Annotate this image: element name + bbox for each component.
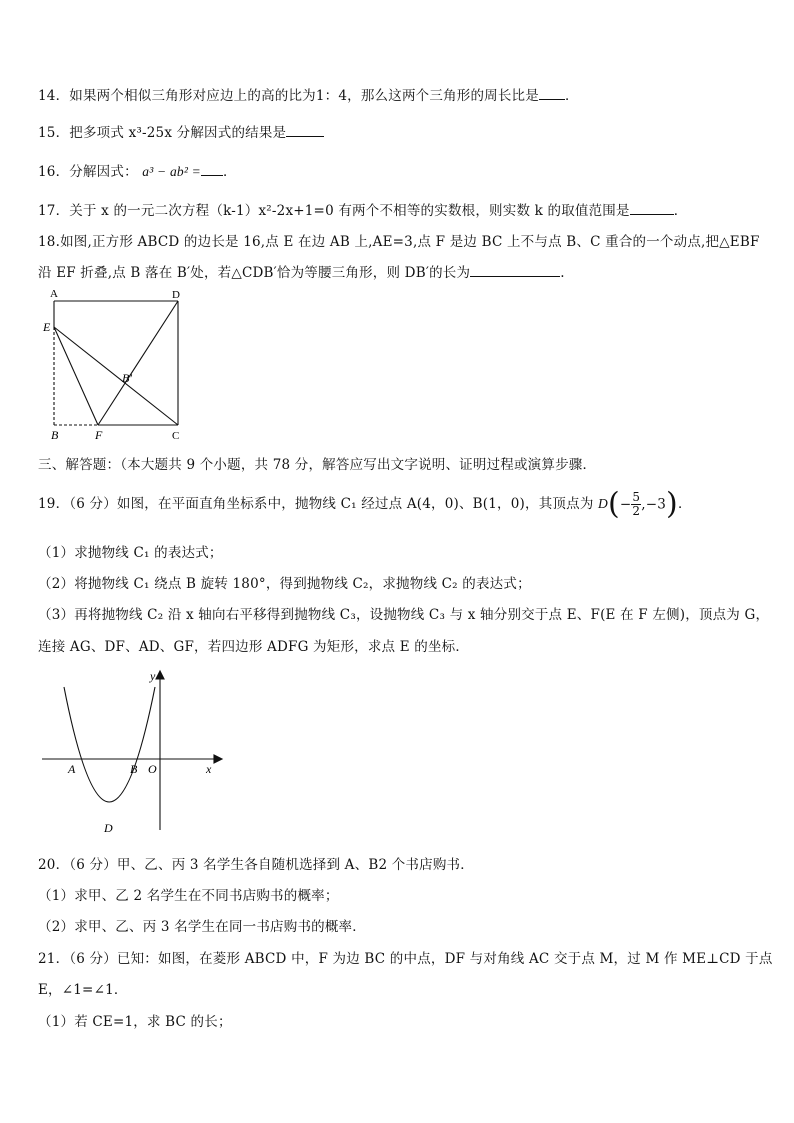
question-19-part-2: （2）将抛物线 C₁ 绕点 B 旋转 180°，得到抛物线 C₂，求抛物线 C₂ 的表达式；: [38, 576, 531, 592]
parabola-figure: [38, 665, 228, 837]
question-19-part-1: （1）求抛物线 C₁ 的表达式；: [38, 545, 223, 561]
answer-blank: [539, 87, 565, 100]
question-18-line-2: 沿 EF 折叠,点 B 落在 B′处，若△CDB′恰为等腰三角形，则 DB′的长为 .: [38, 265, 565, 281]
question-20-stem: 20．（6 分）甲、乙、丙 3 名学生各自随机选择到 A、B2 个书店购书．: [38, 857, 474, 873]
question-16: 16．分解因式： a³ − ab² = ．: [38, 164, 237, 180]
label-c: C: [172, 430, 180, 442]
question-14: 14．如果两个相似三角形对应边上的高的比为1：4，那么这两个三角形的周长比是 ．: [38, 88, 579, 104]
question-21-part-1: （1）若 CE=1，求 BC 的长；: [38, 1014, 232, 1030]
question-16-text: 16．分解因式：: [38, 164, 138, 180]
line-fd: [98, 301, 178, 425]
question-14-text: 14．如果两个相似三角形对应边上的高的比为1：4，那么这两个三角形的周长比是: [38, 88, 539, 104]
label-d: D: [172, 289, 180, 301]
section-3-heading: 三、解答题：（本大题共 9 个小题，共 78 分，解答应写出文字说明、证明过程或演算步骤．: [38, 457, 597, 473]
answer-blank: [286, 124, 324, 137]
question-19-stem: 19．（6 分）如图，在平面直角坐标系中，抛物线 C₁ 经过点 A(4，0)、B(1，0)，其顶点为 D(− $\frac{5}{2}$ ,−3)．: [38, 486, 692, 522]
question-17: 17．关于 x 的一元二次方程（k-1）x²-2x+1=0 有两个不相等的实数根，则实数 k 的取值范围是 ．: [38, 203, 688, 219]
label-f: F: [95, 428, 103, 442]
y-axis-arrow: [156, 671, 164, 679]
label-o: O: [148, 762, 157, 776]
label-b-prime: B′: [122, 371, 132, 385]
label-y: y: [150, 669, 156, 683]
question-21-line-1: 21．（6 分）已知：如图，在菱形 ABCD 中，F 为边 BC 的中点，DF 与对角线 AC 交于点 M，过 M 作 ME⊥CD 于点: [38, 951, 773, 967]
label-e: E: [43, 320, 51, 334]
question-20-part-2: （2）求甲、乙、丙 3 名学生在同一书店购书的概率．: [38, 919, 366, 935]
parabola-c1: [64, 687, 155, 802]
question-20-part-1: （1）求甲、乙 2 名学生在不同书店购书的概率；: [38, 888, 339, 904]
fold-line-ef: [54, 327, 98, 425]
label-a: A: [50, 288, 58, 300]
question-19-part-3-line-1: （3）再将抛物线 C₂ 沿 x 轴向右平移得到抛物线 C₃，设抛物线 C₃ 与 x 轴分别交于点 E、F(E 在 F 左侧)，顶点为 G，: [38, 607, 770, 623]
question-18-line-1: 18.如图,正方形 ABCD 的边长是 16,点 E 在边 AB 上,AE=3,点 F 是边 BC 上不与点 B、C 重合的一个动点,把△EBF: [38, 234, 760, 250]
answer-blank: [201, 163, 223, 176]
question-17-text: 17．关于 x 的一元二次方程（k-1）x²-2x+1=0 有两个不相等的实数根，则实数 k 的取值范围是: [38, 203, 630, 219]
square-fold-figure: [38, 285, 198, 445]
question-15-text: 15．把多项式 x³-25x 分解因式的结果是: [38, 125, 287, 141]
label-x: x: [206, 762, 212, 776]
x-axis-arrow: [214, 755, 222, 763]
question-19-part-3-line-2: 连接 AG、DF、AD、GF，若四边形 ADFG 为矩形，求点 E 的坐标．: [38, 639, 470, 655]
label-a: A: [68, 762, 76, 776]
answer-blank: [470, 264, 560, 277]
line-ec: [54, 327, 178, 425]
question-21-line-2: E，∠1=∠1．: [38, 982, 128, 998]
question-15: [38, 121, 324, 141]
answer-blank: [630, 202, 674, 215]
question-16-expression: a³ − ab² =: [142, 164, 201, 179]
label-b: B: [51, 428, 59, 442]
label-b: B: [130, 762, 138, 776]
vertex-fraction: $\frac{5}{2}$: [632, 490, 641, 518]
label-d: D: [104, 821, 113, 835]
